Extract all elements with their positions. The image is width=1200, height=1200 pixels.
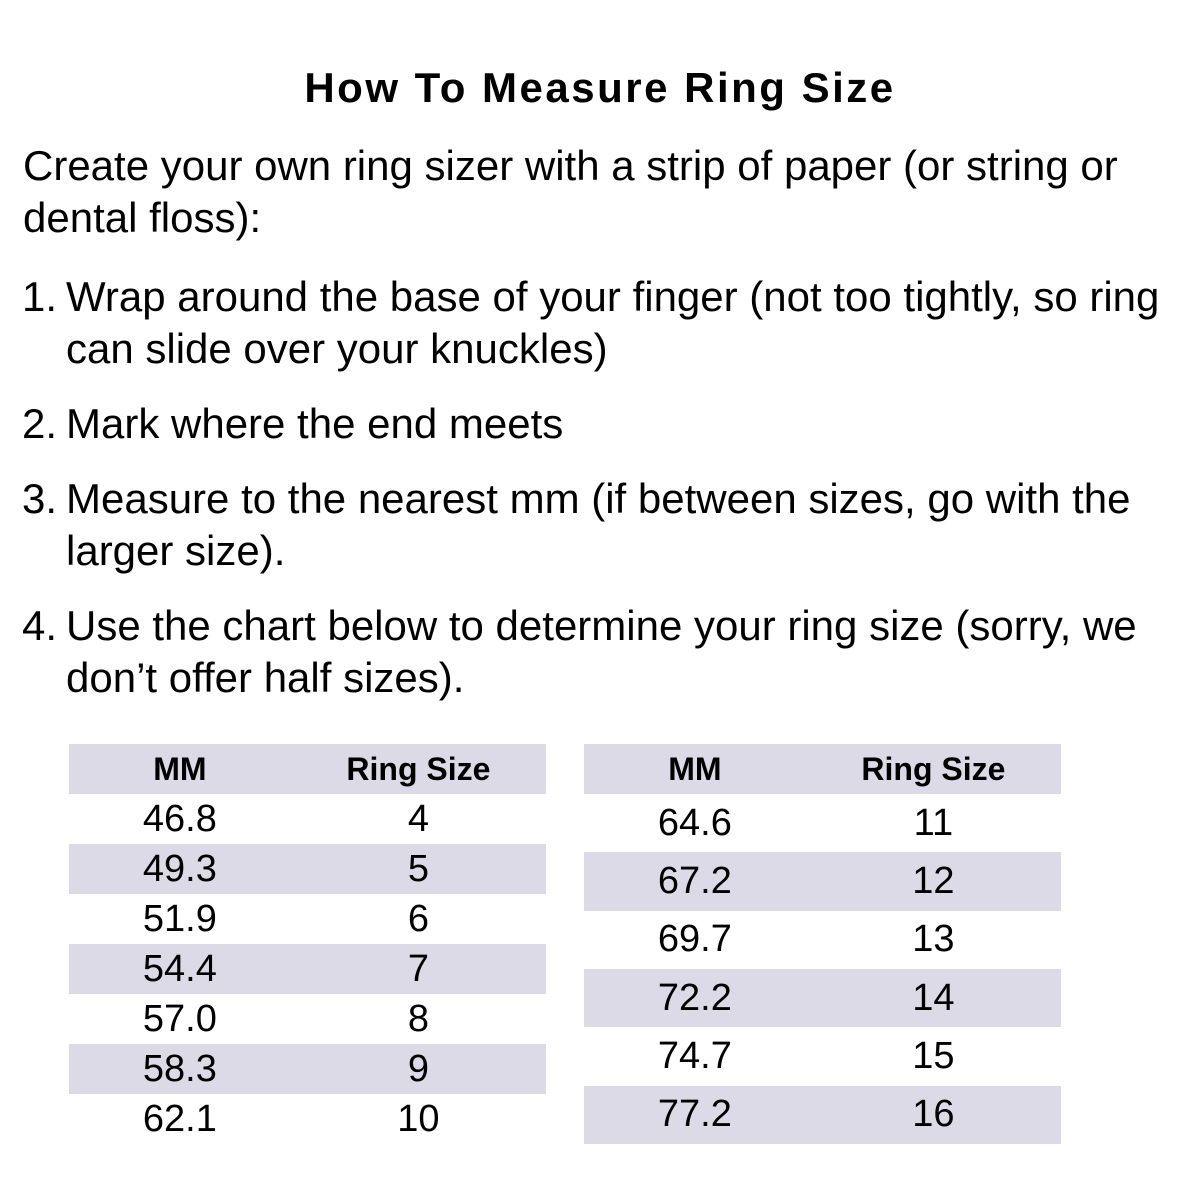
table-row xyxy=(584,1086,1061,1144)
step-text xyxy=(66,271,1200,375)
step-number: 2. xyxy=(22,400,58,447)
ring-size-cell: 16 xyxy=(912,1093,955,1136)
ring-size-cell: 4 xyxy=(407,797,429,840)
ring-size-cell: 15 xyxy=(912,1034,955,1077)
column-header-ring-size: Ring Size xyxy=(861,750,1006,787)
mm-cell: 57.0 xyxy=(142,997,217,1040)
ring-size-cell: 6 xyxy=(407,897,429,940)
size-table-left xyxy=(69,744,546,1144)
table-row xyxy=(69,894,546,944)
table-row xyxy=(584,911,1061,969)
ring-size-cell: 13 xyxy=(912,918,955,961)
mm-cell: 54.4 xyxy=(142,947,217,990)
table-header-row xyxy=(69,744,546,794)
table-body xyxy=(69,794,546,1144)
column-header-ring-size: Ring Size xyxy=(346,750,491,787)
step-line: Use the chart below to determine your ring size (sorry, we xyxy=(66,602,1137,649)
mm-cell: 62.1 xyxy=(142,1097,217,1140)
mm-cell: 72.2 xyxy=(657,976,732,1019)
step-text xyxy=(66,600,1200,704)
table-row xyxy=(584,1027,1061,1085)
instruction-step-3 xyxy=(22,473,1200,577)
mm-cell: 77.2 xyxy=(657,1093,732,1136)
intro-line: dental floss): xyxy=(23,194,262,241)
mm-cell: 49.3 xyxy=(142,847,217,890)
step-text xyxy=(66,473,1200,577)
mm-cell: 64.6 xyxy=(657,801,732,844)
mm-cell: 74.7 xyxy=(657,1034,732,1077)
page-title: How To Measure Ring Size xyxy=(304,64,896,111)
step-text xyxy=(66,398,1200,450)
intro-paragraph xyxy=(23,140,1200,244)
ring-size-cell: 14 xyxy=(912,976,955,1019)
step-line: larger size). xyxy=(66,527,286,574)
ring-size-cell: 8 xyxy=(407,997,429,1040)
column-header-mm: MM xyxy=(668,750,722,787)
table-row xyxy=(584,852,1061,910)
table-body xyxy=(584,794,1061,1144)
ring-size-cell: 11 xyxy=(913,801,954,844)
table-row xyxy=(69,794,546,844)
step-number: 1. xyxy=(22,273,58,320)
mm-cell: 69.7 xyxy=(657,918,732,961)
table-row xyxy=(584,969,1061,1027)
mm-cell: 51.9 xyxy=(142,897,217,940)
step-number: 4. xyxy=(22,602,58,649)
instruction-list xyxy=(0,271,1200,704)
step-line: can slide over your knuckles) xyxy=(66,325,608,372)
column-header-mm: MM xyxy=(153,750,207,787)
mm-cell: 67.2 xyxy=(657,859,732,902)
step-line: Measure to the nearest mm (if between sizes, go with the xyxy=(66,475,1131,522)
table-header-row xyxy=(584,744,1061,794)
ring-size-cell: 9 xyxy=(407,1047,429,1090)
step-line: don’t offer half sizes). xyxy=(66,654,465,701)
table-row xyxy=(69,1094,546,1144)
ring-size-cell: 7 xyxy=(407,947,429,990)
table-row xyxy=(69,994,546,1044)
mm-cell: 46.8 xyxy=(142,797,217,840)
step-line: Wrap around the base of your finger (not too tightly, so ring xyxy=(66,273,1160,320)
step-number: 3. xyxy=(22,475,58,522)
mm-cell: 58.3 xyxy=(142,1047,217,1090)
table-row xyxy=(69,944,546,994)
instruction-step-1 xyxy=(22,271,1200,375)
size-chart xyxy=(69,744,1200,1144)
table-row xyxy=(69,1044,546,1094)
table-row xyxy=(69,844,546,894)
step-line: Mark where the end meets xyxy=(66,400,564,447)
instruction-step-2 xyxy=(22,398,1200,450)
intro-line: Create your own ring sizer with a strip of paper (or string or xyxy=(23,142,1118,189)
ring-size-cell: 10 xyxy=(397,1097,440,1140)
size-table-right xyxy=(584,744,1061,1144)
table-row xyxy=(584,794,1061,852)
ring-size-cell: 12 xyxy=(912,859,955,902)
ring-size-cell: 5 xyxy=(407,847,429,890)
instruction-step-4 xyxy=(22,600,1200,704)
